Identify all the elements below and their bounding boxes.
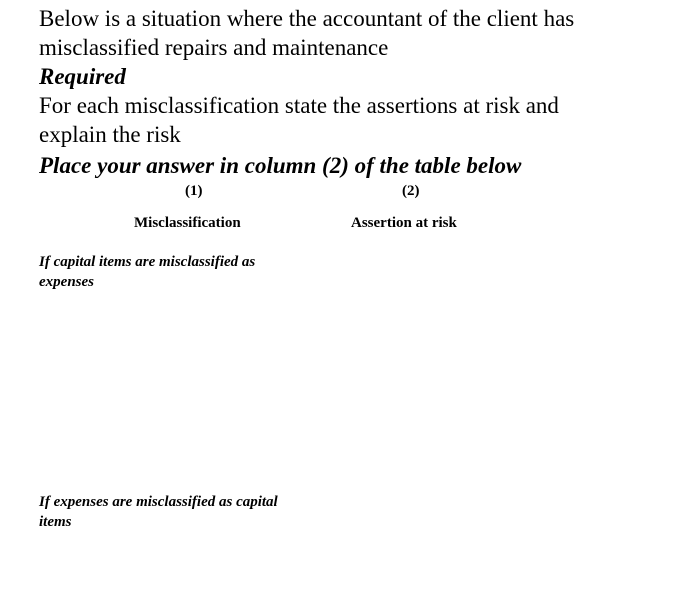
- intro-text: [39, 4, 679, 62]
- row-2-line-2: items: [39, 514, 72, 530]
- row-1-line-1: If capital items are misclassified as: [39, 254, 256, 270]
- table-row-2-misclassification: [39, 492, 278, 532]
- instruction-text: [39, 91, 679, 149]
- table-row-2-answer-cell[interactable]: [351, 492, 651, 592]
- column-1-header: Misclassification: [134, 215, 241, 231]
- required-heading: Required: [39, 64, 126, 89]
- column-1-number: (1): [185, 183, 203, 199]
- instruction-line-1: For each misclassification state the assertions at risk and: [39, 93, 559, 118]
- column-2-number: (2): [402, 183, 420, 199]
- instruction-line-2: explain the risk: [39, 122, 181, 147]
- row-2-line-1: If expenses are misclassified as capital: [39, 494, 278, 510]
- answer-instruction: Place your answer in column (2) of the table below: [39, 153, 522, 178]
- column-2-header: Assertion at risk: [351, 215, 457, 231]
- intro-line-2: misclassified repairs and maintenance: [39, 35, 389, 60]
- row-1-line-2: expenses: [39, 274, 94, 290]
- table-row-1-answer-cell[interactable]: [351, 252, 651, 452]
- table-row-1-misclassification: [39, 252, 255, 292]
- intro-line-1: Below is a situation where the accountant of the client has: [39, 6, 575, 31]
